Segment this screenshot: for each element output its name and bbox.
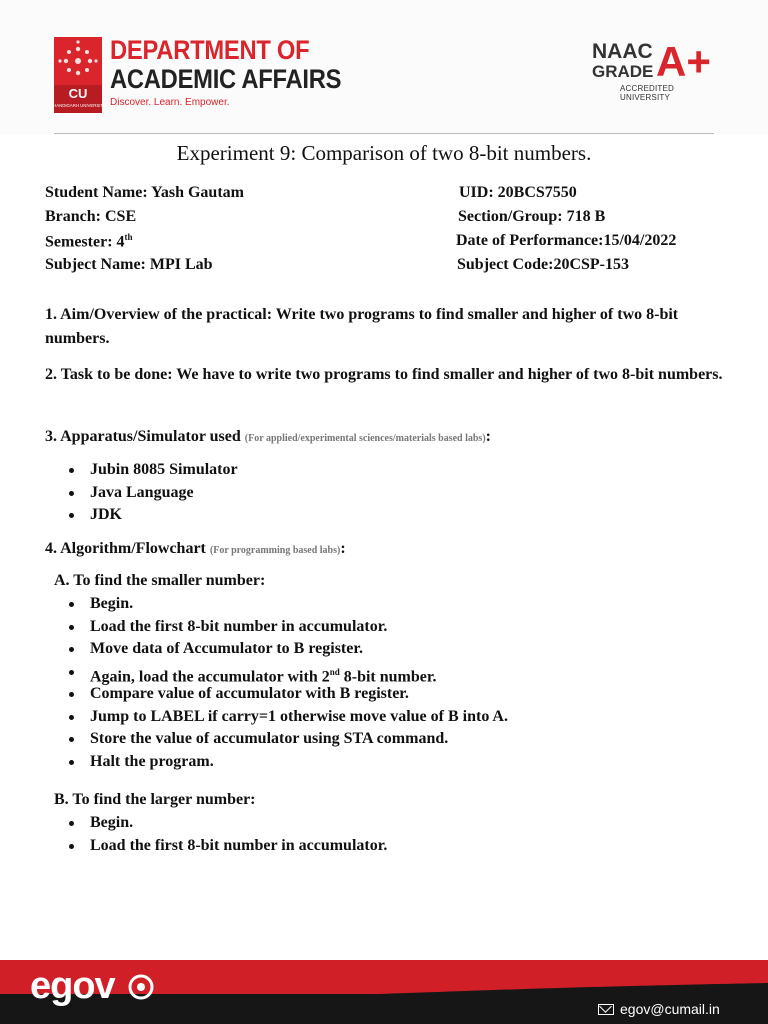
section-group: Section/Group: 718 B bbox=[458, 208, 606, 225]
task-section: 2. Task to be done: We have to write two programs to find smaller and higher of two 8-bit numbers. bbox=[45, 366, 723, 383]
list-item bbox=[68, 661, 508, 684]
list-item: Load the first 8-bit number in accumulator. bbox=[68, 616, 508, 639]
naac-label: NAAC bbox=[592, 40, 653, 63]
naac-grade-label: GRADE bbox=[592, 62, 654, 81]
date-of-performance: Date of Performance:15/04/2022 bbox=[456, 232, 677, 249]
department-line-1: DEPARTMENT OF bbox=[110, 35, 310, 65]
list-item: Java Language bbox=[68, 482, 238, 505]
subject-code: Subject Code:20CSP-153 bbox=[457, 256, 629, 273]
footer-email[interactable] bbox=[598, 1001, 720, 1017]
list-item: Compare value of accumulator with B register. bbox=[68, 683, 508, 706]
header-divider bbox=[54, 133, 714, 134]
email-text: egov@cumail.in bbox=[620, 1001, 720, 1017]
larger-number-steps bbox=[68, 812, 387, 857]
naac-badge bbox=[592, 38, 722, 102]
list-item: JDK bbox=[68, 504, 238, 527]
cu-logo-abbrev: CU bbox=[68, 86, 88, 101]
tagline: Discover. Learn. Empower. bbox=[110, 97, 230, 108]
list-item: Begin. bbox=[68, 812, 387, 835]
apparatus-heading: 3. Apparatus/Simulator used (For applied/experimental sciences/materials based labs): bbox=[45, 428, 491, 445]
footer-swoosh bbox=[0, 957, 768, 1002]
apparatus-list bbox=[68, 459, 238, 527]
algorithm-note: (For programming based labs) bbox=[209, 545, 341, 556]
semester-suffix: th bbox=[124, 232, 133, 242]
list-item: Halt the program. bbox=[68, 751, 508, 774]
department-line-2: ACADEMIC AFFAIRS bbox=[110, 64, 342, 94]
step-tail: 8-bit number. bbox=[339, 667, 437, 685]
naac-accredited: ACCREDITED UNIVERSITY bbox=[620, 84, 675, 102]
smaller-number-steps bbox=[68, 593, 508, 773]
semester bbox=[45, 232, 133, 251]
naac-grade-value: A+ bbox=[656, 38, 711, 85]
list-item: Jubin 8085 Simulator bbox=[68, 459, 238, 482]
student-name: Student Name: Yash Gautam bbox=[45, 184, 244, 201]
algorithm-heading: 4. Algorithm/Flowchart (For programming based labs): bbox=[45, 540, 346, 557]
step-ordinal: nd bbox=[329, 666, 340, 677]
list-item: Begin. bbox=[68, 593, 508, 616]
subject-name: Subject Name: MPI Lab bbox=[45, 256, 213, 273]
list-item: Jump to LABEL if carry=1 otherwise move value of B into A. bbox=[68, 706, 508, 729]
student-uid: UID: 20BCS7550 bbox=[459, 184, 577, 201]
aim-section: 1. Aim/Overview of the practical: Write two programs to find smaller and higher of two 8-bit numbers. bbox=[45, 306, 679, 347]
larger-number-heading: B. To find the larger number: bbox=[54, 791, 256, 808]
apparatus-note: (For applied/experimental sciences/materials based labs) bbox=[244, 433, 486, 444]
egov-logo: egov bbox=[30, 965, 115, 1007]
branch: Branch: CSE bbox=[45, 208, 137, 225]
experiment-title: Experiment 9: Comparison of two 8-bit numbers. bbox=[176, 141, 592, 165]
algorithm-heading-text: 4. Algorithm/Flowchart bbox=[45, 540, 206, 557]
smaller-number-heading: A. To find the smaller number: bbox=[54, 572, 266, 589]
department-title bbox=[110, 36, 341, 94]
cu-logo bbox=[50, 37, 106, 113]
list-item: Load the first 8-bit number in accumulator. bbox=[68, 835, 387, 858]
list-item: Move data of Accumulator to B register. bbox=[68, 638, 508, 661]
semester-text: Semester: 4 bbox=[45, 233, 125, 251]
step-text: Again, load the accumulator with 2 bbox=[90, 667, 330, 685]
emblem-icon bbox=[126, 972, 156, 1002]
list-item: Store the value of accumulator using STA command. bbox=[68, 728, 508, 751]
apparatus-heading-text: 3. Apparatus/Simulator used bbox=[45, 428, 241, 445]
cu-logo-caption: CHANDIGARH UNIVERSITY bbox=[50, 103, 106, 108]
mail-icon bbox=[598, 1004, 614, 1015]
